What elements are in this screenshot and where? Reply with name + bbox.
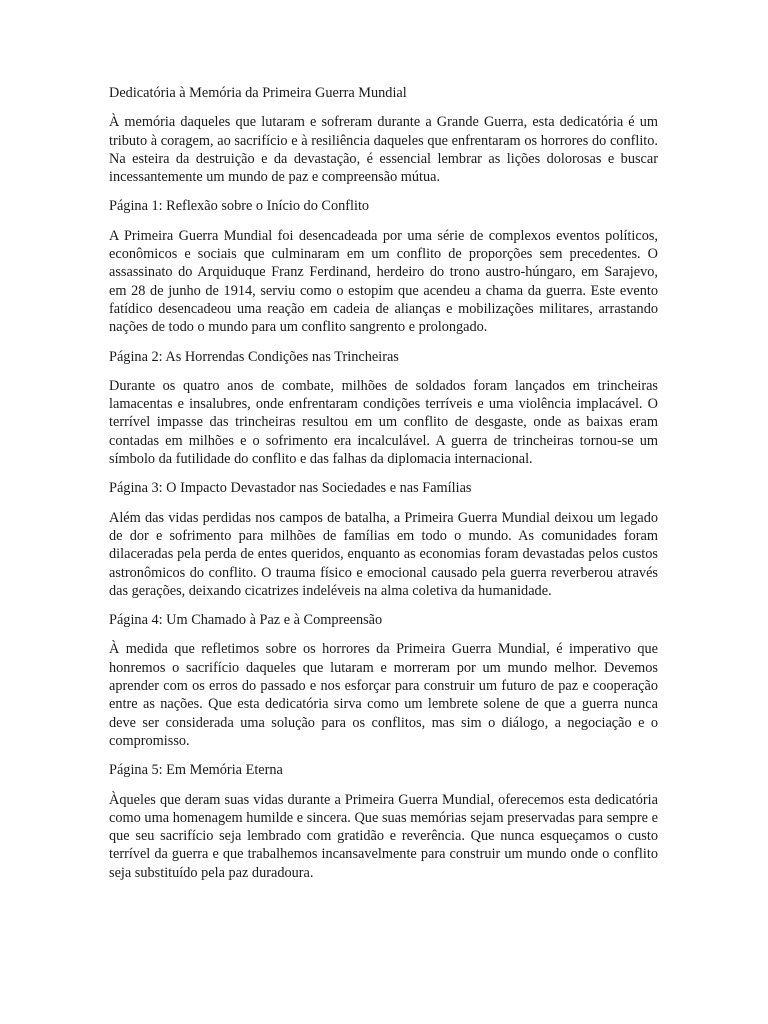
section-2-body: Durante os quatro anos de combate, milhões de soldados foram lançados em trincheiras lamacentas e insalubres, onde enfrentaram condições terríveis e uma violência implacável. O terrível impasse das trincheiras resultou em um conflito de desgaste, onde as baixas eram contadas em milhões e o sofrimento era incalculável. A guerra de trincheiras tornou-se um símbolo da futilidade do conflito e das falhas da diplomacia internacional. [109, 377, 658, 468]
section-2-heading: Página 2: As Horrendas Condições nas Trincheiras [109, 348, 399, 365]
section-3-body: Além das vidas perdidas nos campos de batalha, a Primeira Guerra Mundial deixou um legado de dor e sofrimento para milhões de famílias em todo o mundo. As comunidades foram dilaceradas pela perda de entes queridos, enquanto as economias foram devastadas pelos custos astronômicos do conflito. O trauma físico e emocional causado pela guerra reverberou através das gerações, deixando cicatrizes indeléveis na alma coletiva da humanidade. [109, 509, 658, 599]
section-5-heading: Página 5: Em Memória Eterna [109, 762, 283, 779]
section-5-body: Àqueles que deram suas vidas durante a Primeira Guerra Mundial, oferecemos esta dedicatória como uma homenagem humilde e sincera. Que suas memórias sejam preservadas para sempre e que seu sacrifício seja lembrado com gratidão e reverência. Que nunca esqueçamos o custo terrível da guerra e que trabalhemos incansavelmente para construir um mundo onde o conflito seja substituído pela paz duradoura. [109, 791, 658, 881]
section-1-body: A Primeira Guerra Mundial foi desencadeada por uma série de complexos eventos políticos, econômicos e sociais que culminaram em um conflito de proporções sem precedentes. O assassinato do Arquiduque Franz Ferdinand, herdeiro do trono austro-húngaro, em Sarajevo, em 28 de junho de 1914, serviu como o estopim que acendeu a chama da guerra. Este evento fatídico desencadeou uma reação em cadeia de alianças e mobilizações militares, arrastando nações de todo o mundo para um conflito sangrento e prolongado. [109, 227, 658, 336]
intro-paragraph: À memória daqueles que lutaram e sofreram durante a Grande Guerra, esta dedicatória é um tributo à coragem, ao sacrifício e à resiliência daqueles que enfrentaram os horrores do conflito. Na esteira da destruição e da devastação, é essencial lembrar as lições dolorosas e buscar incessantemente um mundo de paz e compreensão mútua. [109, 114, 658, 186]
section-4-body: À medida que refletimos sobre os horrores da Primeira Guerra Mundial, é imperativo que honremos o sacrifício daqueles que lutaram e morreram por um mundo melhor. Devemos aprender com os erros do passado e nos esforçar para construir um futuro de paz e cooperação entre as nações. Que esta dedicatória sirva como um lembrete solene de que a guerra nunca deve ser considerada uma solução para os conflitos, mas sim o diálogo, a negociação e o compromisso. [109, 641, 658, 749]
section-3-heading: Página 3: O Impacto Devastador nas Sociedades e nas Famílias [109, 480, 472, 497]
section-1-heading: Página 1: Reflexão sobre o Início do Conflito [109, 198, 370, 215]
section-4-heading: Página 4: Um Chamado à Paz e à Compreensão [109, 612, 383, 629]
document-title: Dedicatória à Memória da Primeira Guerra Mundial [109, 85, 407, 101]
document-page [109, 84, 658, 882]
